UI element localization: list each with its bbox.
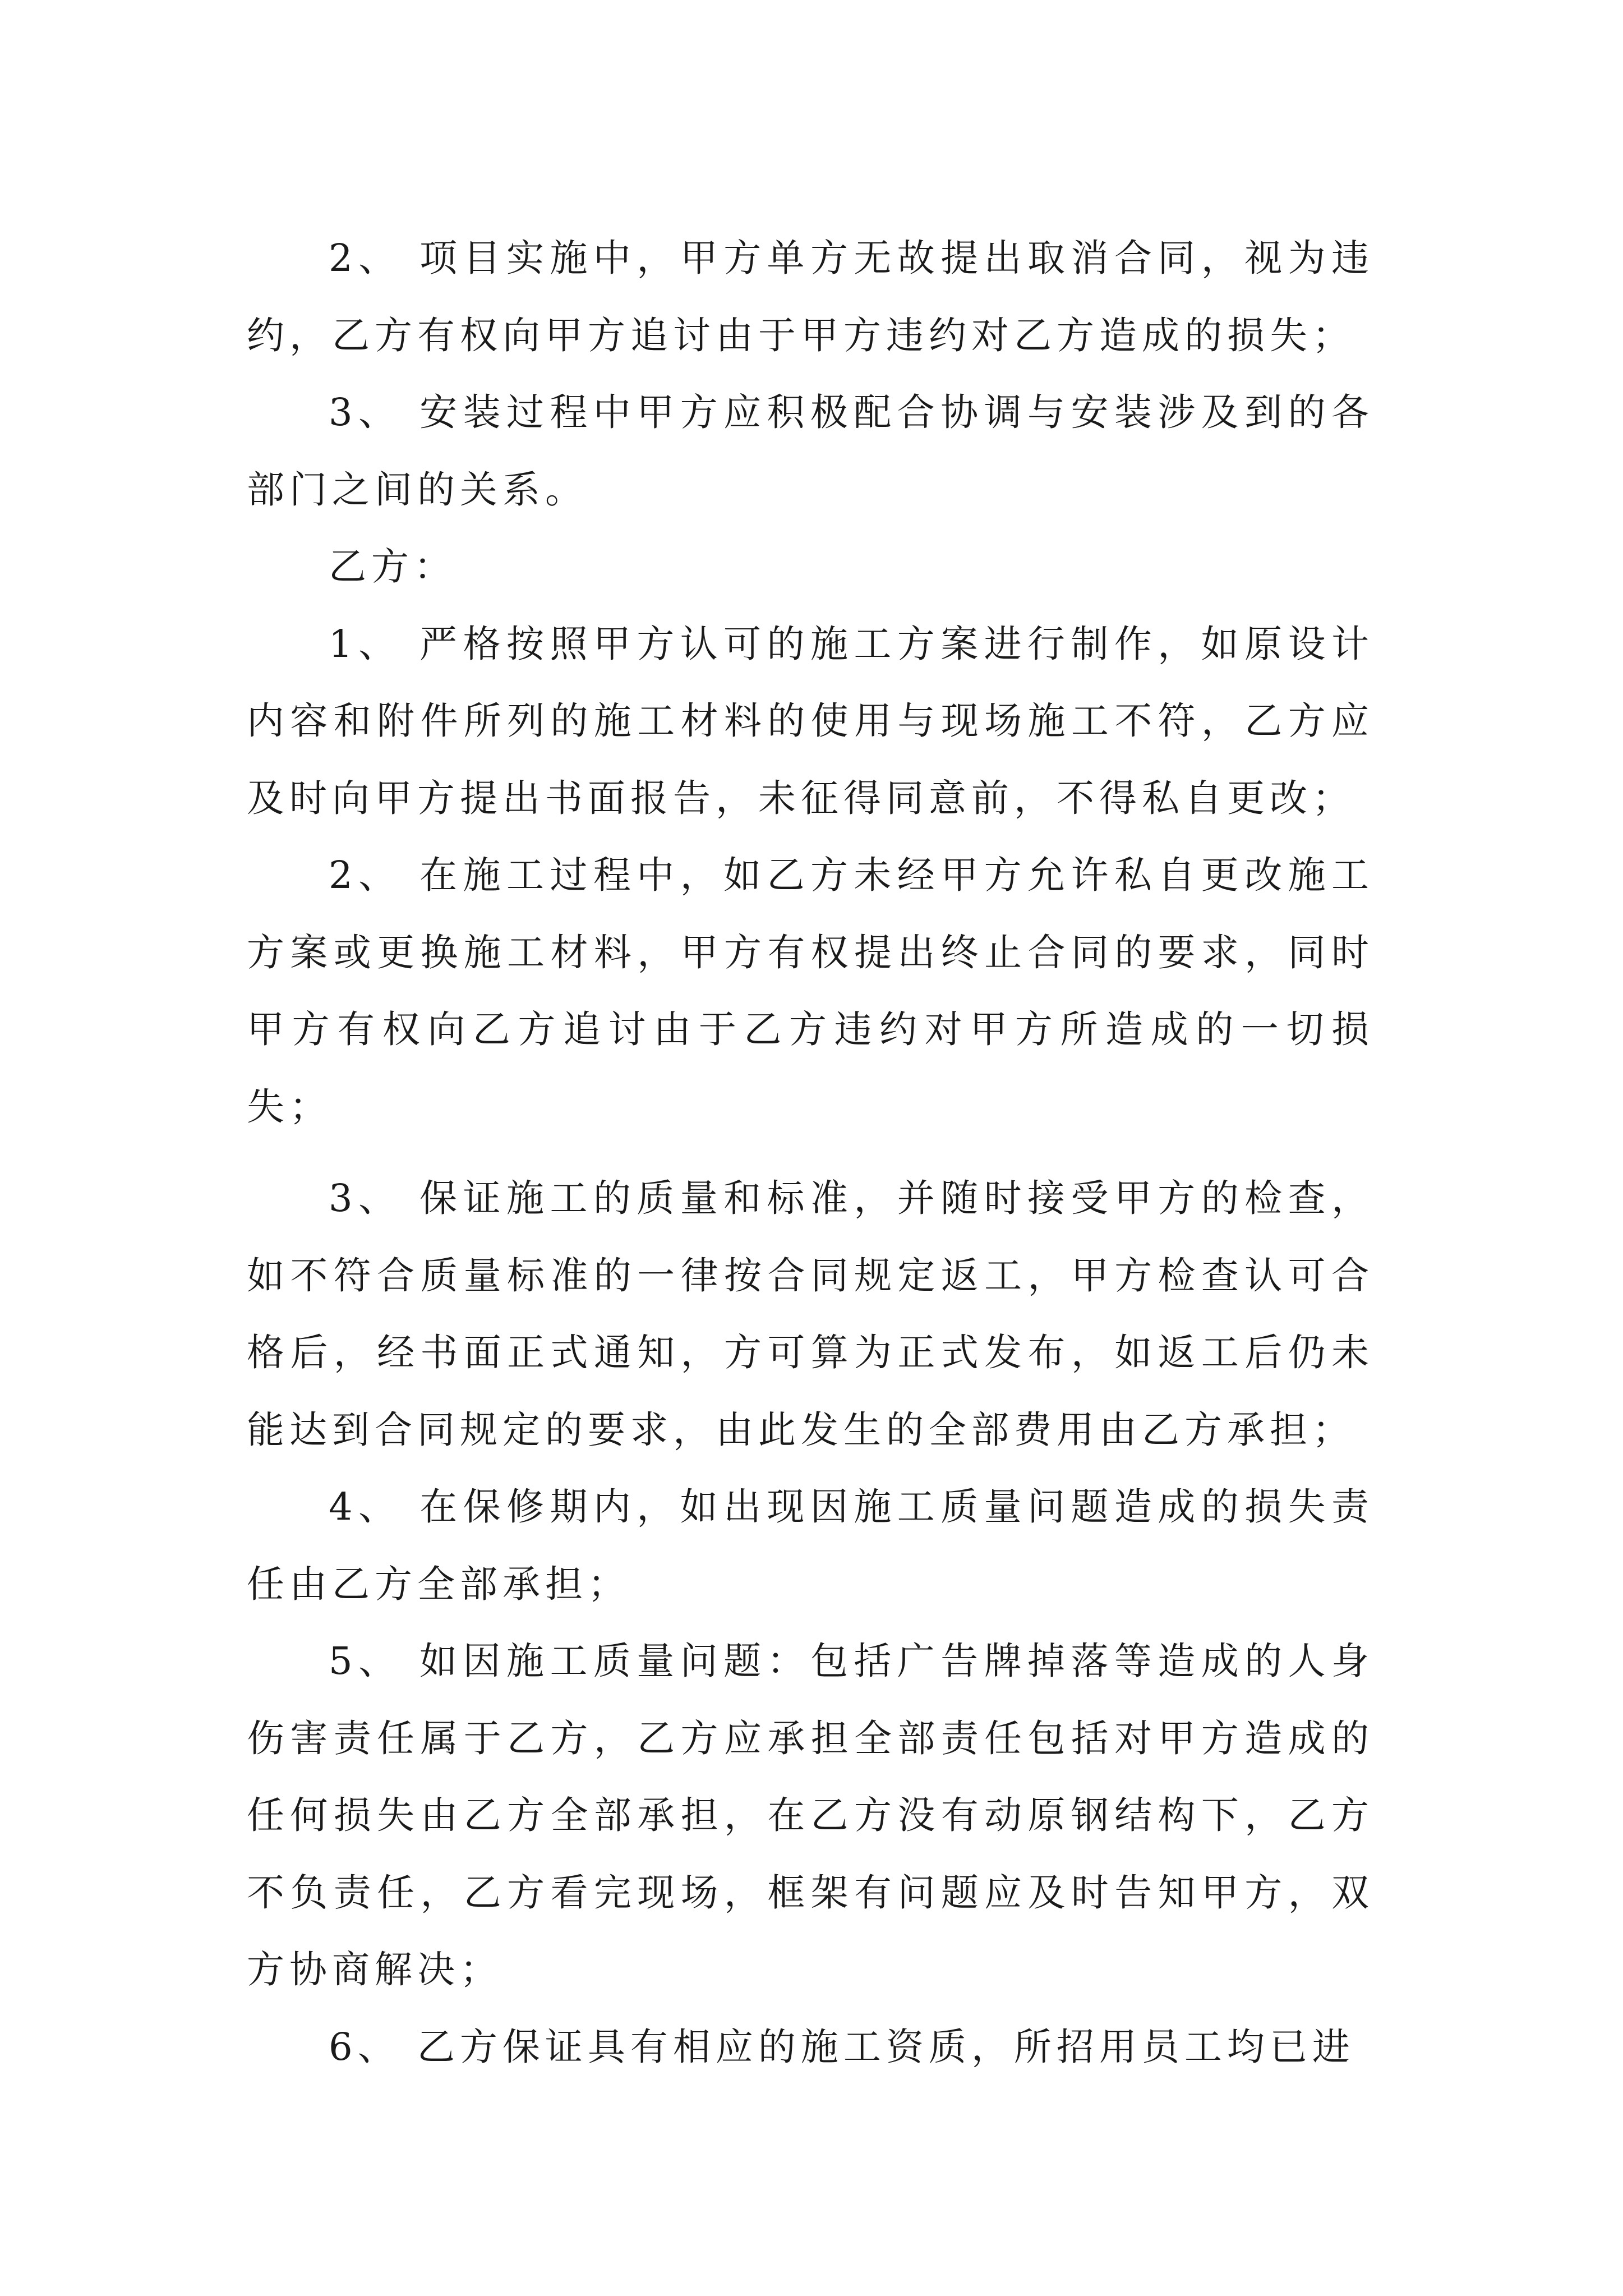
paragraph-party-b-clause-2: 2、 在施工过程中，如乙方未经甲方允许私自更改施工方案或更换施工材料，甲方有权提出终止合同的要求，同时甲方有权向乙方追讨由于乙方违约对甲方所造成的一切损失；: [247, 853, 1374, 1129]
paragraph-party-b-clause-1: 1、 严格按照甲方认可的施工方案进行制作，如原设计内容和附件所列的施工材料的使用与现场施工不符，乙方应及时向甲方提出书面报告，未征得同意前，不得私自更改；: [247, 622, 1374, 820]
document-body: [247, 220, 1374, 2086]
paragraph-party-a-clause-3: 3、 安装过程中甲方应积极配合协调与安装涉及到的各部门之间的关系。: [247, 390, 1374, 512]
paragraph-party-b-clause-4: 4、 在保修期内，如出现因施工质量问题造成的损失责任由乙方全部承担；: [247, 1485, 1374, 1606]
paragraph-party-b-clause-3: 3、 保证施工的质量和标准，并随时接受甲方的检查，如不符合质量标准的一律按合同规定返工，甲方检查认可合格后，经书面正式通知，方可算为正式发布，如返工后仍未能达到合同规定的要求，由此发生的全部费用由乙方承担；: [247, 1176, 1374, 1452]
paragraph-party-b-clause-6: 6、 乙方保证具有相应的施工资质，所招用员工均已进: [329, 2024, 1355, 2069]
paragraph-party-a-clause-2: 2、 项目实施中，甲方单方无故提出取消合同，视为违约，乙方有权向甲方追讨由于甲方违约对乙方造成的损失；: [247, 236, 1374, 357]
paragraph-party-b-clause-5: 5、 如因施工质量问题：包括广告牌掉落等造成的人身伤害责任属于乙方，乙方应承担全部责任包括对甲方造成的任何损失由乙方全部承担，在乙方没有动原钢结构下，乙方不负责任，乙方看完现场，框架有问题应及时告知甲方，双方协商解决；: [247, 1639, 1374, 1991]
paragraph-party-b-heading: 乙方：: [329, 545, 457, 588]
